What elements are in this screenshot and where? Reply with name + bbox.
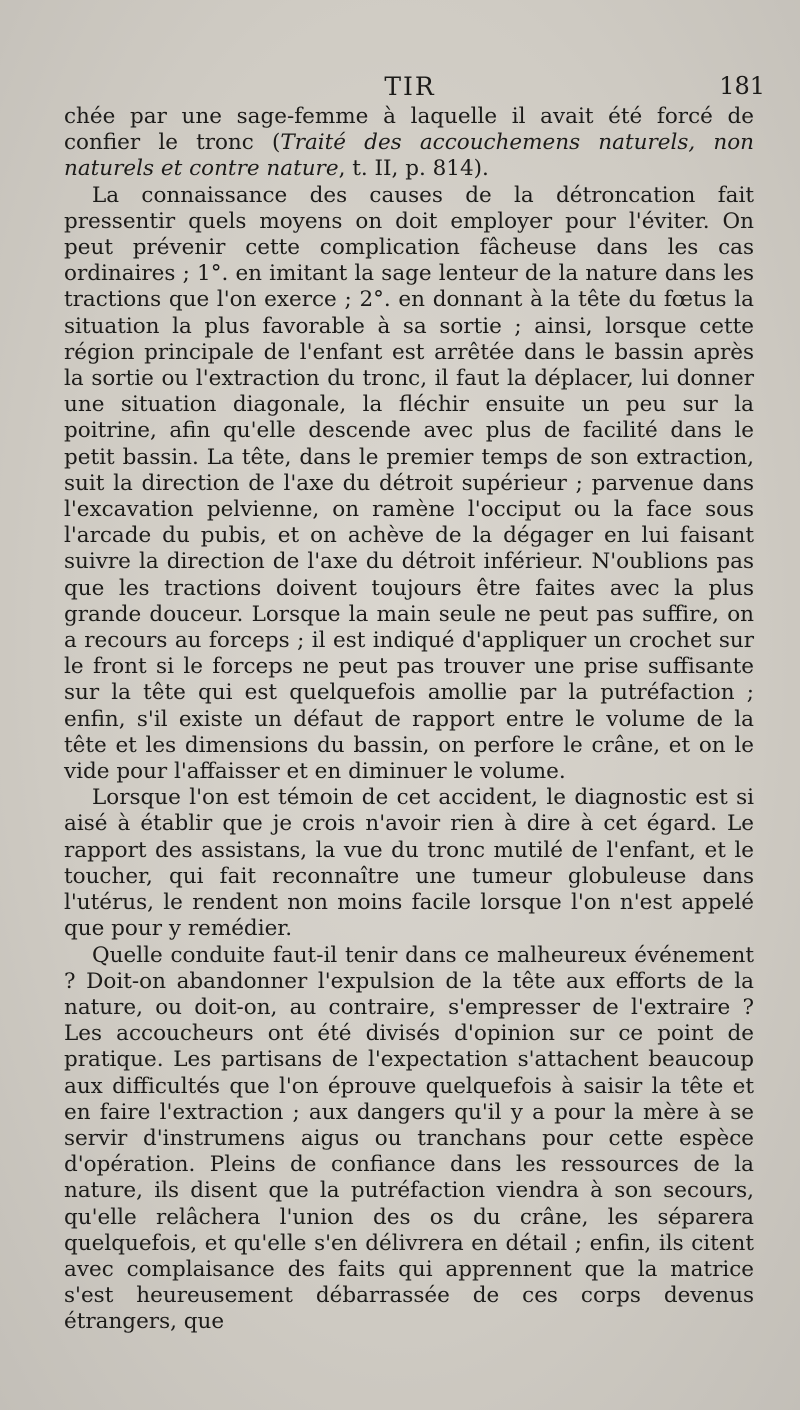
running-title: TIR xyxy=(384,72,436,101)
citation-title: Traité des accouchemens naturels, non naturels et contre nature xyxy=(64,130,754,182)
body-text xyxy=(64,104,754,1336)
page-header xyxy=(60,72,765,108)
paragraph: Lorsque l'on est témoin de cet accident, le diagnostic est si aisé à établir que je crois n'avoir rien à dire à cet égard. Le rapport des assistans, la vue du tronc mutilé de l'enfant, et le toucher, qui fait reconnaître une tumeur globuleuse dans l'utérus, le rendent non moins facile lorsque l'on n'est appelé que pour y remédier. xyxy=(64,785,754,942)
citation-reference: , t. II, p. 814). xyxy=(338,156,489,182)
paragraph-continuation xyxy=(64,104,754,183)
paragraph: Quelle conduite faut-il tenir dans ce malheureux événement ? Doit-on abandonner l'expulsion de la tête aux efforts de la nature, ou doit-on, au contraire, s'empresser de l'extraire ? Les accoucheurs ont été divisés d'opinion sur ce point de pratique. Les partisans de l'expectation s'attachent beaucoup aux difficultés que l'on éprouve quelquefois à saisir la tête et en faire l'extraction ; aux dangers qu'il y a pour la mère à se servir d'instrumens aigus ou tranchans pour cette espèce d'opération. Pleins de confiance dans les ressources de la nature, ils disent que la putréfaction viendra à son secours, qu'elle relâchera l'union des os du crâne, les séparera quelquefois, et qu'elle s'en délivrera en détail ; enfin, ils citent avec complaisance des faits qui apprennent que la matrice s'est heureusement débarrassée de ces corps devenus étrangers, que xyxy=(64,942,754,1335)
paragraph-text: chée par une sage-femme à laquelle il avait été forcé de confier le tronc ( xyxy=(64,104,754,156)
page-number: 181 xyxy=(719,72,765,100)
paragraph: La connaissance des causes de la détroncation fait pressentir quels moyens on doit employer pour l'éviter. On peut prévenir cette complication fâcheuse dans les cas ordinaires ; 1°. en imitant la sage lenteur de la nature dans les tractions que l'on exerce ; 2°. en donnant à la tête du fœtus la situation la plus favorable à sa sortie ; ainsi, lorsque cette région principale de l'enfant est arrêtée dans le bassin après la sortie ou l'extraction du tronc, il faut la déplacer, lui donner une situation diagonale, la fléchir ensuite un peu sur la poitrine, afin qu'elle descende avec plus de facilité dans le petit bassin. La tête, dans le premier temps de son extraction, suit la direction de l'axe du détroit supérieur ; parvenue dans l'excavation pelvienne, on ramène l'occiput ou la face sous l'arcade du pubis, et on achève de la dégager en lui faisant suivre la direction de l'axe du détroit inférieur. N'oublions pas que les tractions doivent toujours être faites avec la plus grande douceur. Lorsque la main seule ne peut pas suffire, on a recours au forceps ; il est indiqué d'appliquer un crochet sur le front si le forceps ne peut pas trouver une prise suffisante sur la tête qui est quelquefois amollie par la putréfaction ; enfin, s'il existe un défaut de rapport entre le volume de la tête et les dimensions du bassin, on perfore le crâne, et on le vide pour l'affaisser et en diminuer le volume. xyxy=(64,182,754,785)
